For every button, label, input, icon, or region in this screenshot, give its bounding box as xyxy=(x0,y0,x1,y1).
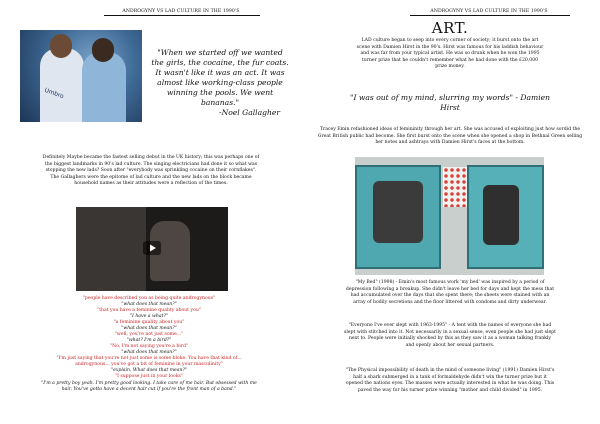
dialogue-lines xyxy=(40,296,258,380)
band-photo xyxy=(20,30,142,122)
respondent-line: "I have a what?" xyxy=(129,314,169,319)
interviewer-line: "No, I'm not saying you're a bird" xyxy=(109,344,189,349)
gallagher-quote-text: "When we started off we wanted the girls, the cocaine, the fur coats. It wasn't like it was an act. It was almost like working-class people winning the pools. We went bananas." xyxy=(151,48,289,107)
interviewer-line: "I'm just saying that you're not just some is some bloke. You have that kind of... androgynous... you've got a bit of feminine in your masculinity" xyxy=(56,356,242,367)
right-page xyxy=(300,0,600,424)
gallagher-quote-attribution: -Noel Gallagher xyxy=(219,108,280,117)
person-head-right xyxy=(92,38,114,62)
shark-paragraph: "The Physical impossibility of death in the mind of someone living" (1991) Damien Hirst's half a shark submerged in a tank of formaldehyde didn't win the turner prize but it opened the nations eyes. The masses were actually interested in what he was doing. This paved the way for his turner prize winning "mother and child divided" in 1995. xyxy=(345,368,555,393)
hirst-quote: "I was out of my mind, slurring my words" - Damien Hirst xyxy=(349,93,551,112)
respondent-line: "what does that mean?" xyxy=(121,350,177,355)
emin-paragraph: Tracey Emin refashioned ideas of femininity through her art. She was accused of exploiting just how sordid the Great British public had become. She first burst onto the scene when she opened a shop in Bethnal Green selling her notes and ashtrays with Damien Hirst's faces at the bottom. xyxy=(317,127,583,145)
interview-dialogue xyxy=(40,296,258,393)
interviewer-line: "a feminine quality about you" xyxy=(113,320,185,325)
my-bed-paragraph: "My Bed" (1998) - Emin's most famous work 'my bed' was inspired by a period of depression following a breakup. She didn't leave her bed for days and kept the mess that had accumulated over the days that she spent there; the sheets were stained with an array of bodily secretions and the floor littered with condoms and dirty underwear. xyxy=(345,280,555,305)
play-icon[interactable] xyxy=(143,241,161,255)
final-quote: "I'm a pretty boy yeah. I'm pretty good looking. I take care of me hair. But obsessed with me hair. You've gotta have a decent hair cut if you're the front man of a band." xyxy=(41,381,257,392)
section-title: ART. xyxy=(431,19,469,37)
header-rule-left xyxy=(104,15,260,16)
respondent-line: "what? I'm a bird?" xyxy=(126,338,172,343)
definitely-maybe-paragraph: Definitely Maybe became the fastest selling debut in the UK history; this was perhaps one of the biggest landmarks in 90's lad culture. The singing electricians had done it so what was stopping the new lads? Soon after "everybody was sprinkling cocaine on their cornflakes". The Gallaghers were the epitome of lad culture and the new lads on the block became household names as their attitudes were a reflection of the times. xyxy=(42,155,260,186)
specimen-left xyxy=(373,181,423,243)
spot-painting xyxy=(443,167,467,207)
interviewer-line: "well, you're not just some..." xyxy=(114,332,184,337)
specimen-right xyxy=(483,185,519,245)
respondent-line: "what does that mean?" xyxy=(121,326,177,331)
person-figure-left xyxy=(40,48,84,122)
hirst-artwork-photo xyxy=(355,157,544,275)
video-background xyxy=(76,207,146,291)
respondent-line: "what does that mean?" xyxy=(121,302,177,307)
running-header-left: ANDROGYNY VS LAD CULTURE IN THE 1990'S xyxy=(122,9,240,14)
shirt-lettering: Umbro xyxy=(43,86,65,101)
respondent-line: "explain. What does that mean?" xyxy=(110,368,188,373)
interviewer-line: "I suppose just in your looks" xyxy=(114,374,184,379)
interviewer-line: "that you have a feminine quality about you" xyxy=(97,308,201,313)
interviewer-line: "people have described you as being quite androgynous" xyxy=(82,296,216,301)
interview-video[interactable] xyxy=(76,207,228,291)
person-figure-right xyxy=(82,52,126,122)
gallagher-quote xyxy=(150,48,290,118)
hirst-intro-paragraph: LAD culture began to seep into every corner of society; it burst onto the art scene with Damien Hirst in the 90's. Hirst was famous for his laddish behaviour and was far from your typical artist. He was so drunk when he won the 1995 turner prize that he couldn't remember what he had done with the £20,000 prize money. xyxy=(356,38,544,70)
person-head-left xyxy=(50,34,72,58)
header-rule-right xyxy=(410,15,570,16)
tent-paragraph: "Everyone I've ever slept with 1963-1995" - A tent with the names of everyone she had slept with stitched into it. Not necessarily in a sexual sense, even people she had just slept next to. People were initially shocked by this as they saw it as a woman talking frankly and openly about her sexual partners. xyxy=(344,323,556,348)
running-header-right: ANDROGYNY VS LAD CULTURE IN THE 1990'S xyxy=(430,9,548,14)
